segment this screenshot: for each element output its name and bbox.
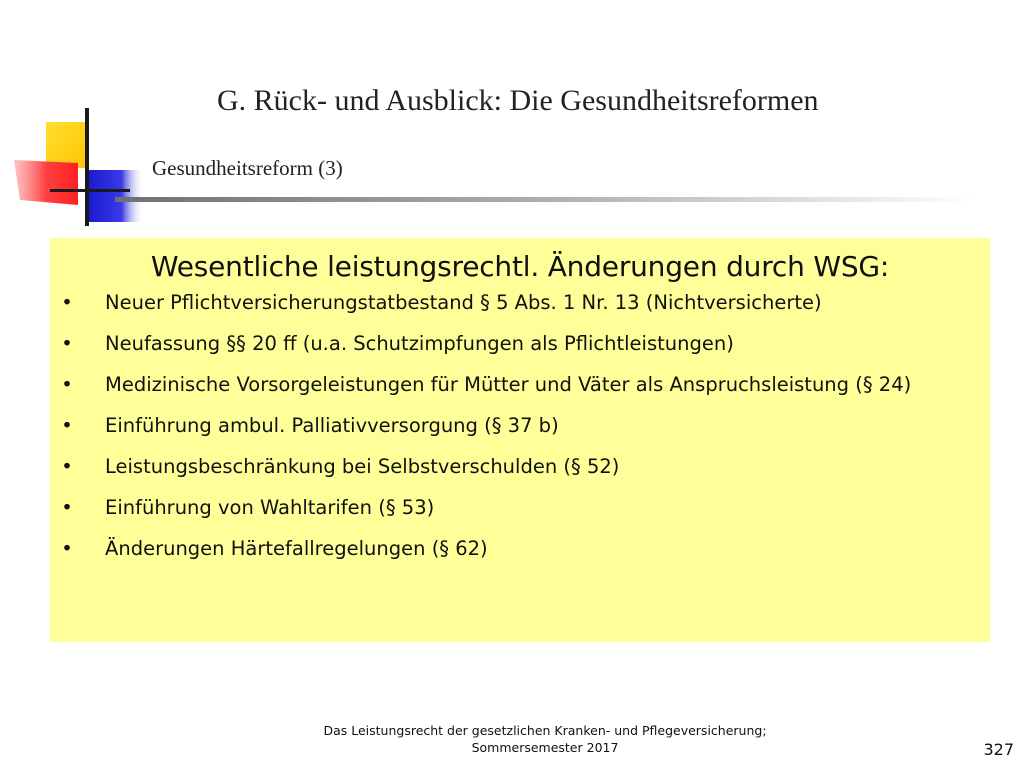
bullet-dot: • xyxy=(61,496,73,519)
list-item xyxy=(50,455,990,479)
slide-subtitle: Gesundheitsreform (3) xyxy=(152,156,343,180)
page-number: 327 xyxy=(983,740,1014,759)
content-box xyxy=(50,238,990,642)
bullet-dot: • xyxy=(61,537,73,560)
list-item xyxy=(50,373,990,397)
decorative-squares-icon xyxy=(0,0,150,240)
list-item xyxy=(50,291,990,315)
bullet-dot: • xyxy=(61,414,73,437)
bullet-text: Leistungsbeschränkung bei Selbstverschulden (§ 52) xyxy=(105,455,620,478)
footer-course-line: Das Leistungsrecht der gesetzlichen Kranken- und Pflegeversicherung; xyxy=(323,723,767,738)
box-heading: Wesentliche leistungsrechtl. Änderungen durch WSG: xyxy=(150,250,890,283)
bullet-list xyxy=(50,291,990,561)
slide-title: G. Rück- und Ausblick: Die Gesundheitsreformen xyxy=(217,84,819,117)
list-item xyxy=(50,332,990,356)
bullet-dot: • xyxy=(61,455,73,478)
slide-footer xyxy=(250,722,840,756)
bullet-text: Einführung ambul. Palliativversorgung (§ 37 b) xyxy=(105,414,559,437)
bullet-text: Änderungen Härtefallregelungen (§ 62) xyxy=(105,537,488,560)
bullet-dot: • xyxy=(61,332,73,355)
footer-semester-line: Sommersemester 2017 xyxy=(471,740,619,755)
title-underline-rule xyxy=(115,197,975,202)
bullet-text: Neuer Pflichtversicherungstatbestand § 5 Abs. 1 Nr. 13 (Nichtversicherte) xyxy=(105,291,822,314)
bullet-text: Einführung von Wahltarifen (§ 53) xyxy=(105,496,435,519)
bullet-text: Medizinische Vorsorgeleistungen für Mütter und Väter als Anspruchsleistung (§ 24) xyxy=(105,373,912,396)
list-item xyxy=(50,537,990,561)
list-item xyxy=(50,496,990,520)
bullet-text: Neufassung §§ 20 ff (u.a. Schutzimpfungen als Pflichtleistungen) xyxy=(105,332,734,355)
bullet-dot: • xyxy=(61,291,73,314)
list-item xyxy=(50,414,990,438)
bullet-dot: • xyxy=(61,373,73,396)
